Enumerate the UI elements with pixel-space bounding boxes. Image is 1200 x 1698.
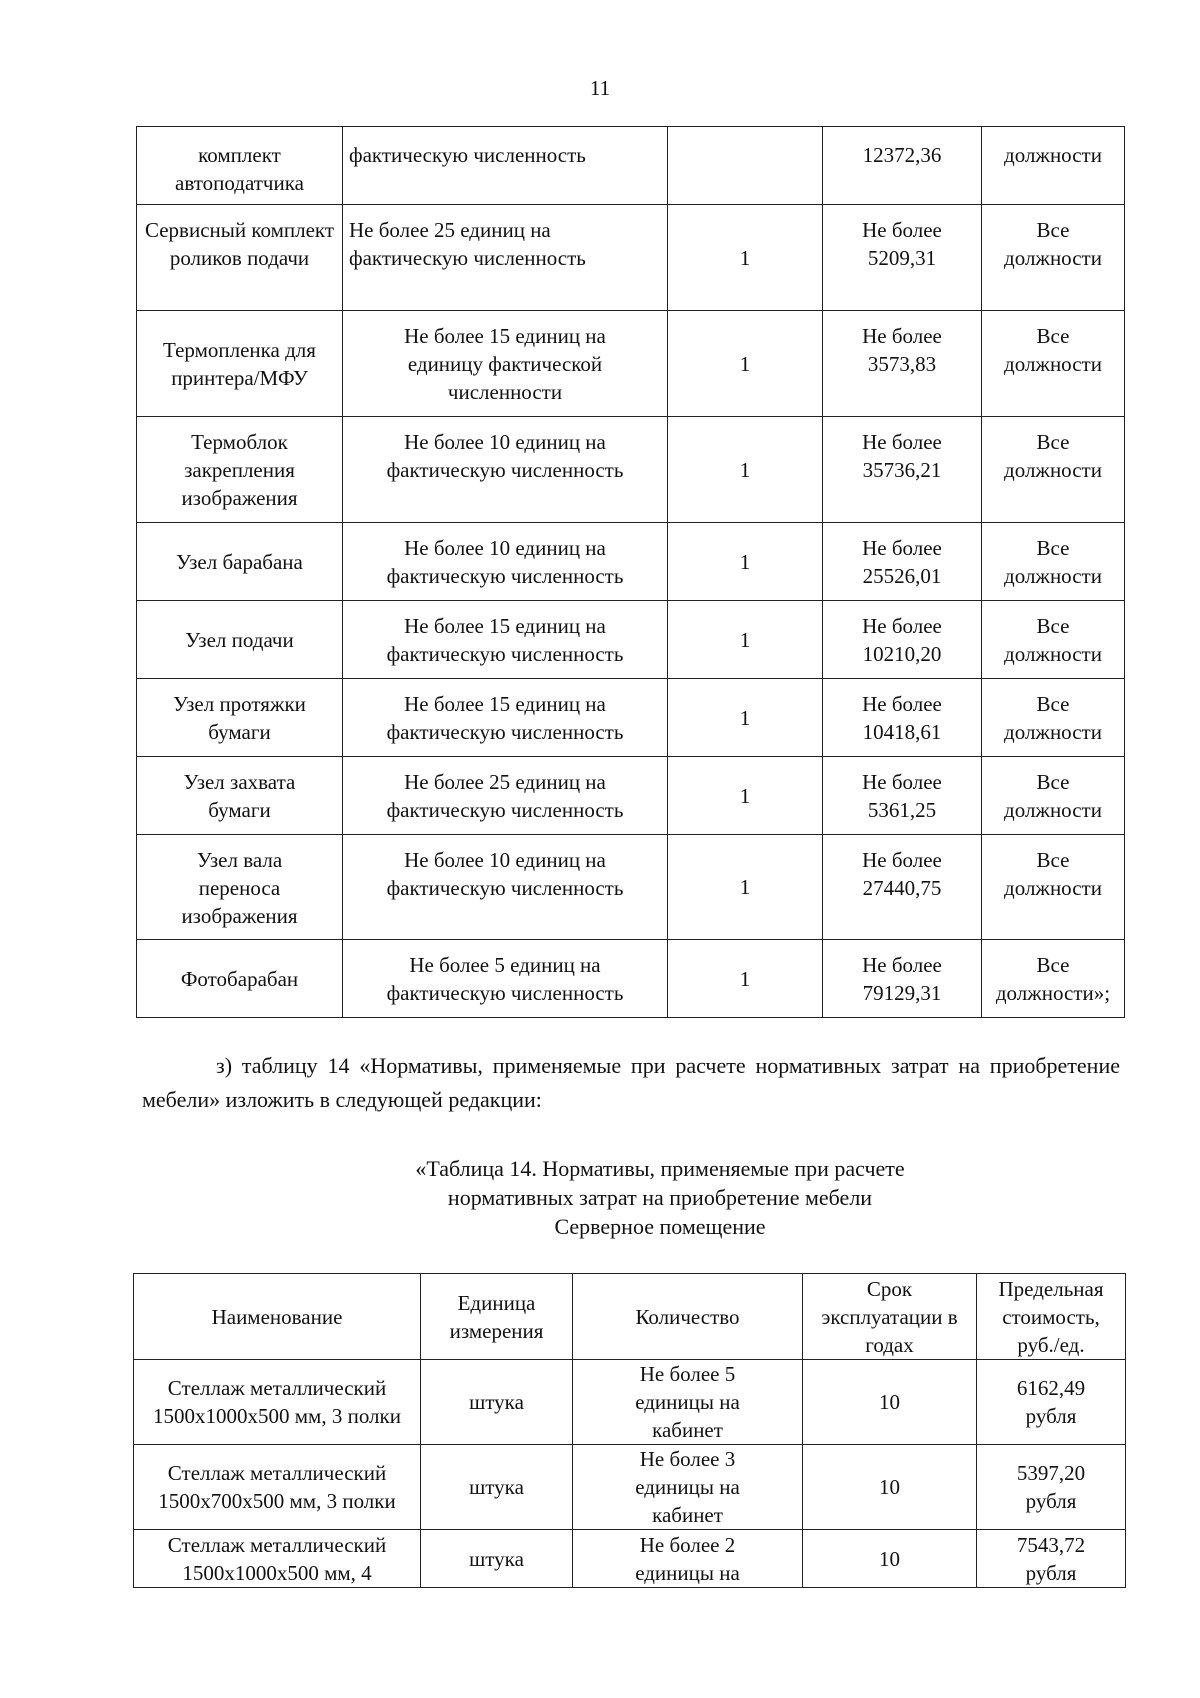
positions-cell: Все должности bbox=[982, 679, 1125, 757]
norm-cell: Не более 5 единиц на фактическую численность bbox=[343, 940, 668, 1018]
quantity-cell: 1 bbox=[668, 601, 823, 679]
item-name-cell: Узел протяжки бумаги bbox=[137, 679, 343, 757]
price-cell: 6162,49 рубля bbox=[977, 1360, 1126, 1445]
table-row bbox=[134, 1360, 1126, 1445]
item-name-cell: Термоблок закрепления изображения bbox=[137, 417, 343, 523]
norm-cell: Не более 15 единиц на фактическую численность bbox=[343, 679, 668, 757]
caption-line: «Таблица 14. Нормативы, применяемые при расчете bbox=[415, 1156, 905, 1181]
table-row bbox=[137, 835, 1125, 940]
quantity-cell bbox=[668, 127, 823, 205]
positions-cell: Все должности bbox=[982, 835, 1125, 940]
item-name-cell: Термопленка для принтера/МФУ bbox=[137, 311, 343, 417]
table-row bbox=[137, 601, 1125, 679]
norm-cell: Не более 25 единиц на фактическую численность bbox=[343, 757, 668, 835]
price-cell: Не более 3573,83 bbox=[823, 311, 982, 417]
quantity-cell: 1 bbox=[668, 940, 823, 1018]
item-name-cell: Стеллаж металлический 1500х1000х500 мм, 4 bbox=[134, 1530, 421, 1588]
positions-cell: Все должности bbox=[982, 757, 1125, 835]
price-cell: 7543,72 рубля bbox=[977, 1530, 1126, 1588]
quantity-cell: 1 bbox=[668, 523, 823, 601]
table-row bbox=[137, 127, 1125, 205]
table-row bbox=[137, 679, 1125, 757]
table-row bbox=[137, 523, 1125, 601]
quantity-cell: 1 bbox=[668, 757, 823, 835]
item-name-cell: Узел барабана bbox=[137, 523, 343, 601]
unit-cell: штука bbox=[421, 1360, 573, 1445]
quantity-cell: 1 bbox=[668, 417, 823, 523]
column-header: Предельная стоимость, руб./ед. bbox=[977, 1274, 1126, 1360]
item-name-cell: Сервисный комплект роликов подачи bbox=[137, 205, 343, 311]
quantity-cell: 1 bbox=[668, 679, 823, 757]
amendment-paragraph: з) таблицу 14 «Нормативы, применяемые при расчете нормативных затрат на приобретение мебели» изложить в следующей редакции: bbox=[142, 1053, 1120, 1112]
item-name-cell: комплект автоподатчика bbox=[137, 127, 343, 205]
price-cell: Не более 79129,31 bbox=[823, 940, 982, 1018]
quantity-cell: 1 bbox=[668, 835, 823, 940]
positions-cell: должности bbox=[982, 127, 1125, 205]
term-cell: 10 bbox=[803, 1445, 977, 1530]
price-cell: Не более 10418,61 bbox=[823, 679, 982, 757]
term-cell: 10 bbox=[803, 1360, 977, 1445]
item-name-cell: Узел захвата бумаги bbox=[137, 757, 343, 835]
norm-cell: Не более 10 единиц на фактическую численность bbox=[343, 835, 668, 940]
table-header-row bbox=[134, 1274, 1126, 1360]
table-row bbox=[137, 757, 1125, 835]
norm-cell: Не более 10 единиц на фактическую численность bbox=[343, 417, 668, 523]
furniture-norms-table bbox=[133, 1273, 1126, 1588]
quantity-cell: Не более 2 единицы на bbox=[573, 1530, 803, 1588]
positions-cell: Все должности bbox=[982, 311, 1125, 417]
norm-cell: Не более 15 единиц на единицу фактической численности bbox=[343, 311, 668, 417]
table-row bbox=[134, 1530, 1126, 1588]
quantity-cell: 1 bbox=[668, 205, 823, 311]
page-number: 11 bbox=[589, 76, 611, 100]
term-cell: 10 bbox=[803, 1530, 977, 1588]
norm-cell: фактическую численность bbox=[343, 127, 668, 205]
norm-cell: Не более 10 единиц на фактическую численность bbox=[343, 523, 668, 601]
positions-cell: Все должности bbox=[982, 205, 1125, 311]
positions-cell: Все должности bbox=[982, 417, 1125, 523]
column-header: Единица измерения bbox=[421, 1274, 573, 1360]
item-name-cell: Фотобарабан bbox=[137, 940, 343, 1018]
unit-cell: штука bbox=[421, 1445, 573, 1530]
item-name-cell: Стеллаж металлический 1500х1000х500 мм, 3 полки bbox=[134, 1360, 421, 1445]
table-row bbox=[137, 417, 1125, 523]
column-header: Срок эксплуатации в годах bbox=[803, 1274, 977, 1360]
table-row bbox=[134, 1445, 1126, 1530]
table-row bbox=[137, 940, 1125, 1018]
table-row bbox=[137, 311, 1125, 417]
item-name-cell: Узел вала переноса изображения bbox=[137, 835, 343, 940]
quantity-cell: Не более 5 единицы на кабинет bbox=[573, 1360, 803, 1445]
price-cell: Не более 27440,75 bbox=[823, 835, 982, 940]
price-cell: Не более 25526,01 bbox=[823, 523, 982, 601]
item-name-cell: Узел подачи bbox=[137, 601, 343, 679]
price-cell: 5397,20 рубля bbox=[977, 1445, 1126, 1530]
price-cell: Не более 5361,25 bbox=[823, 757, 982, 835]
consumables-norms-table bbox=[136, 126, 1125, 1018]
positions-cell: Все должности bbox=[982, 523, 1125, 601]
caption-line: Серверное помещение bbox=[554, 1214, 766, 1239]
positions-cell: Все должности»; bbox=[982, 940, 1125, 1018]
table-caption bbox=[300, 1154, 1020, 1241]
price-cell: Не более 35736,21 bbox=[823, 417, 982, 523]
quantity-cell: 1 bbox=[668, 311, 823, 417]
item-name-cell: Стеллаж металлический 1500х700х500 мм, 3 полки bbox=[134, 1445, 421, 1530]
price-cell: Не более 5209,31 bbox=[823, 205, 982, 311]
column-header: Количество bbox=[573, 1274, 803, 1360]
unit-cell: штука bbox=[421, 1530, 573, 1588]
norm-cell: Не более 25 единиц на фактическую численность bbox=[343, 205, 668, 311]
positions-cell: Все должности bbox=[982, 601, 1125, 679]
table-row bbox=[137, 205, 1125, 311]
quantity-cell: Не более 3 единицы на кабинет bbox=[573, 1445, 803, 1530]
caption-line: нормативных затрат на приобретение мебели bbox=[447, 1185, 873, 1210]
price-cell: 12372,36 bbox=[823, 127, 982, 205]
norm-cell: Не более 15 единиц на фактическую численность bbox=[343, 601, 668, 679]
price-cell: Не более 10210,20 bbox=[823, 601, 982, 679]
column-header: Наименование bbox=[134, 1274, 421, 1360]
